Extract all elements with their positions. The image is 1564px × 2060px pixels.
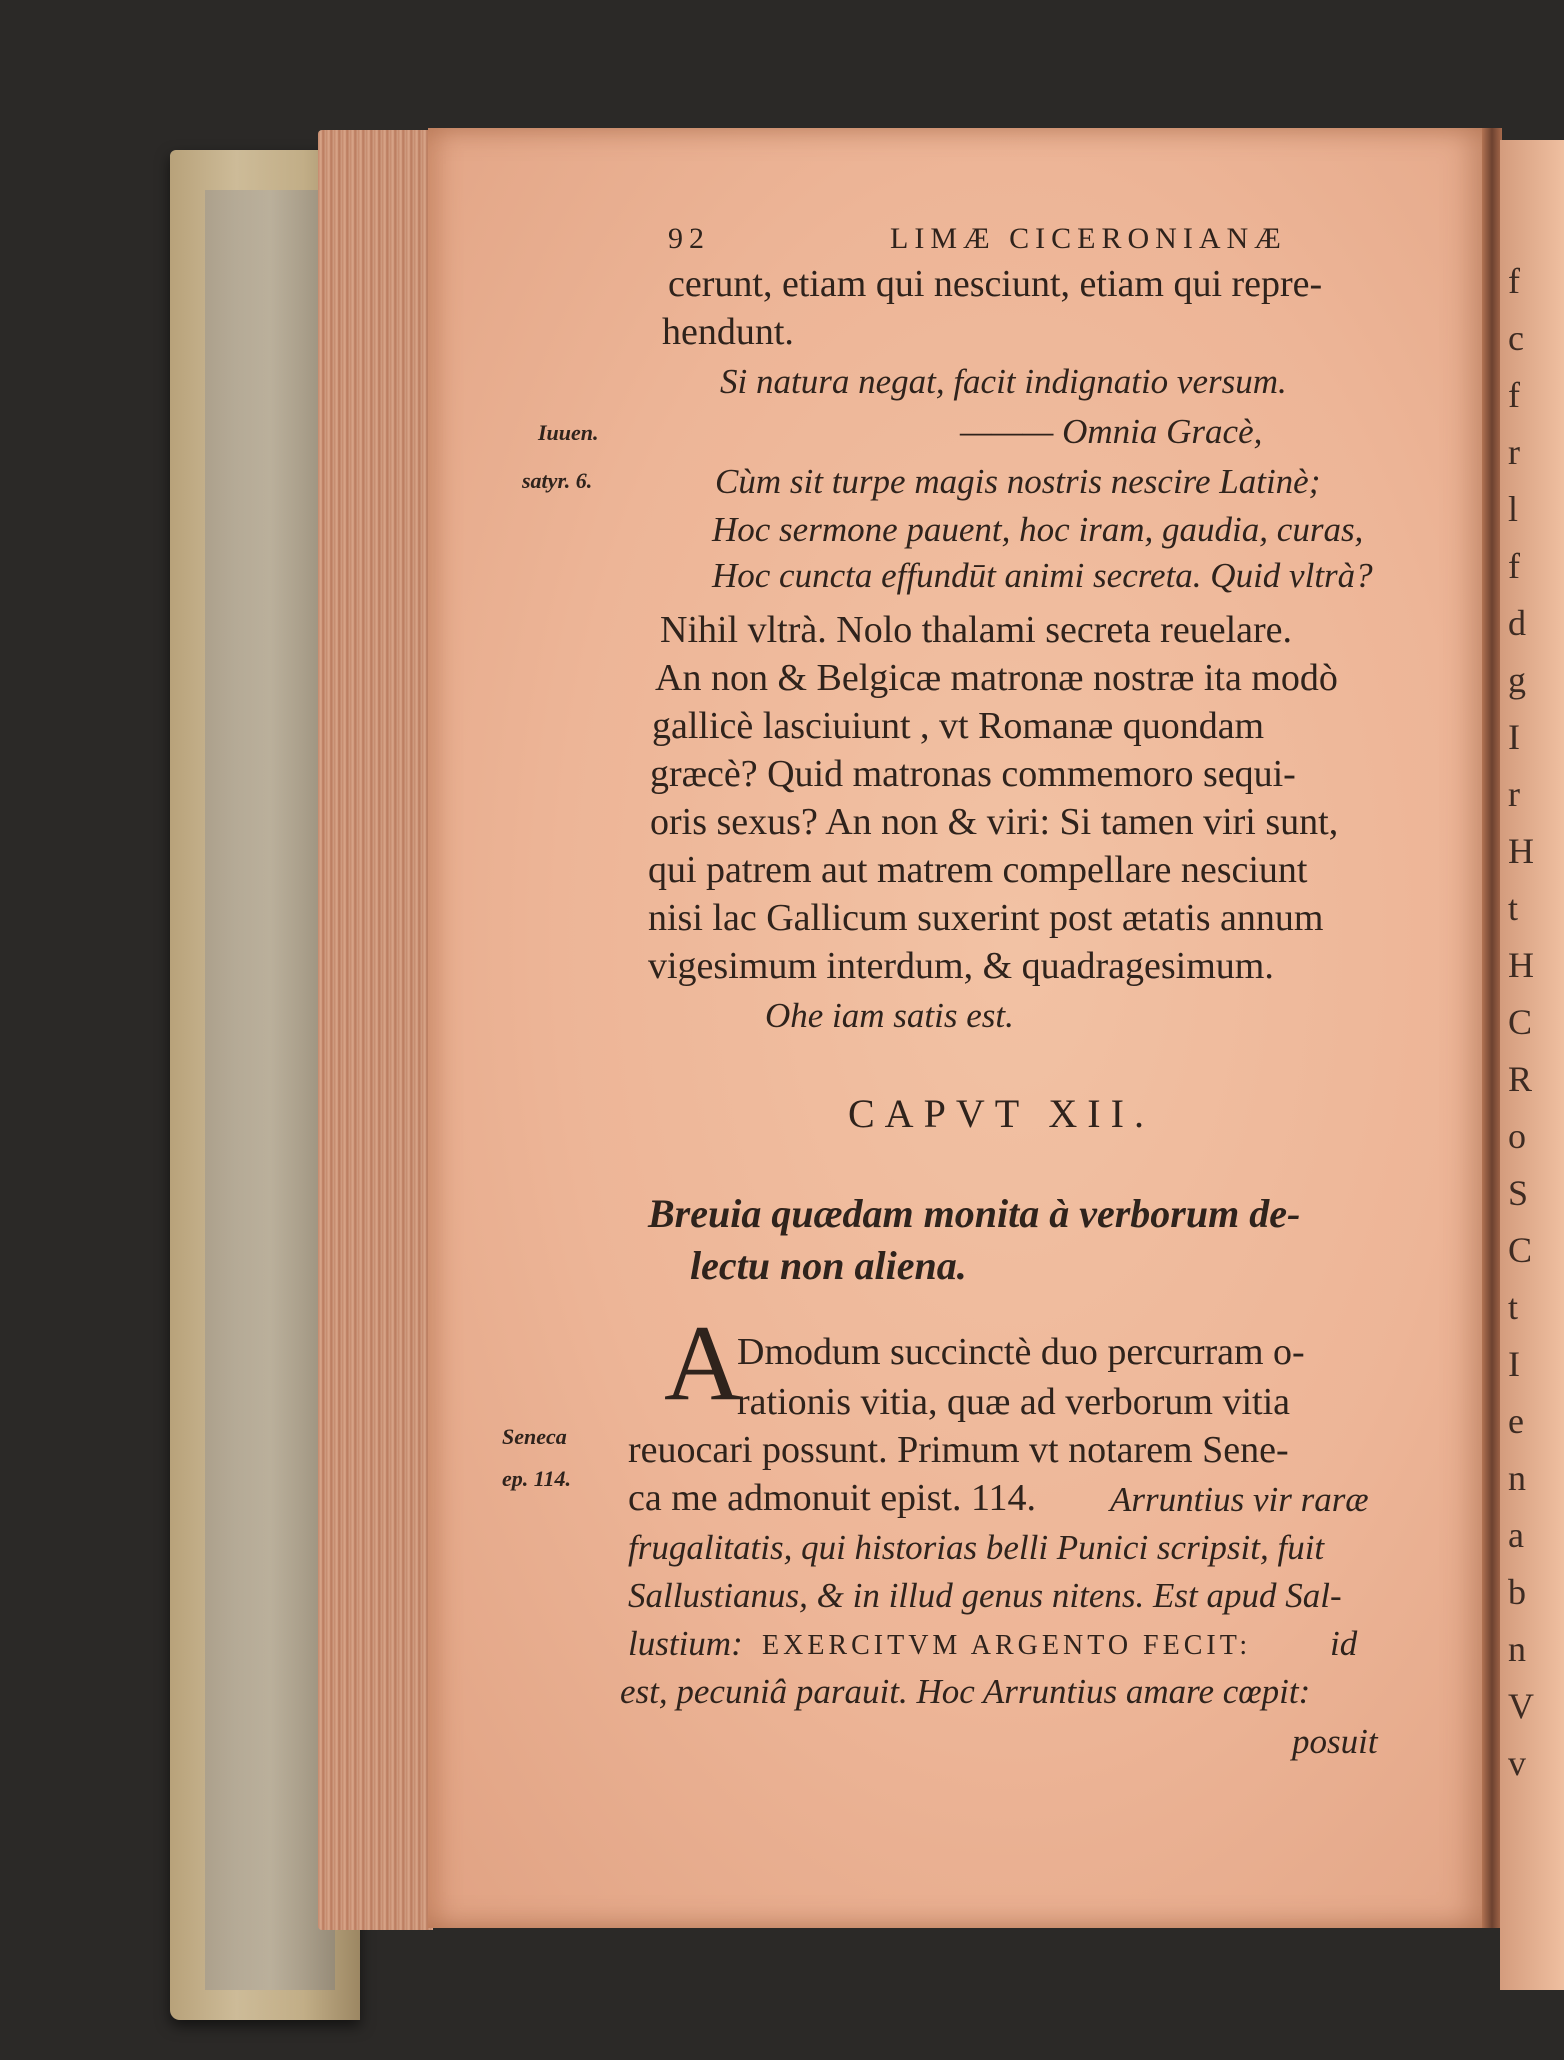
gutter	[1482, 128, 1502, 1928]
page-edges	[318, 130, 433, 1930]
facing-page-letter: S	[1508, 1173, 1529, 1213]
paragraph-line: græcè? Quid matronas commemoro sequi-	[650, 753, 1296, 795]
chapter-line: frugalitatis, qui historias belli Punici scripsit, fuit	[628, 1528, 1325, 1567]
chapter-line: reuocari possunt. Primum vt notarem Sene-	[628, 1429, 1289, 1471]
chapter-line: est, pecuniâ parauit. Hoc Arruntius amare cœpit:	[620, 1672, 1311, 1711]
verse-line: Hoc sermone pauent, hoc iram, gaudia, curas,	[712, 510, 1364, 549]
facing-page-letter: H	[1508, 831, 1534, 871]
paragraph-line: An non & Belgicæ matronæ nostræ ita modò	[655, 657, 1338, 699]
facing-page-letter: d	[1508, 603, 1526, 643]
facing-page-letter: t	[1508, 1287, 1519, 1327]
paragraph-line: Ohe iam satis est.	[765, 996, 1014, 1035]
facing-page-letter: r	[1508, 432, 1520, 472]
facing-page-letter: b	[1508, 1572, 1526, 1612]
facing-page-letter: o	[1508, 1116, 1526, 1156]
facing-page-letter: c	[1508, 318, 1524, 358]
text-line: hendunt.	[662, 311, 794, 353]
verse-line: ——— Omnia Gracè,	[960, 412, 1263, 451]
paragraph-line: gallicè lasciuiunt , vt Romanæ quondam	[652, 705, 1265, 747]
running-title: LIMÆ CICERONIANÆ	[890, 222, 1287, 255]
facing-page-letter: I	[1508, 717, 1520, 757]
paragraph-line: qui patrem aut matrem compellare nesciunt	[648, 849, 1308, 891]
margin-note: ep. 114.	[502, 1466, 572, 1491]
facing-page-letter: n	[1508, 1629, 1526, 1669]
catchword: posuit	[1292, 1722, 1378, 1761]
margin-note: Seneca	[502, 1424, 567, 1449]
chapter-line: Sallustianus, & in illud genus nitens. Est apud Sal-	[628, 1576, 1342, 1615]
facing-page-letter: R	[1508, 1059, 1533, 1099]
margin-note: Iuuen.	[538, 420, 599, 445]
chapter-line: ca me admonuit epist. 114.	[628, 1477, 1037, 1519]
chapter-line-caps: EXERCITVM ARGENTO FECIT:	[762, 1630, 1252, 1661]
facing-page-letter: n	[1508, 1458, 1526, 1498]
paragraph-line: vigesimum interdum, & quadragesimum.	[648, 945, 1274, 987]
page-number: 92	[668, 222, 710, 255]
drop-cap: A	[664, 1304, 742, 1423]
paragraph-line: nisi lac Gallicum suxerint post ætatis annum	[648, 897, 1324, 939]
facing-page-letter: V	[1508, 1686, 1534, 1726]
facing-page-letter: l	[1508, 489, 1519, 529]
facing-page-letter: H	[1508, 945, 1534, 985]
facing-page-letter: f	[1508, 261, 1520, 301]
verse-line: Cùm sit turpe magis nostris nescire Latinè;	[715, 462, 1321, 501]
chapter-title: CAPVT XII.	[848, 1091, 1154, 1136]
chapter-line: lustium:	[628, 1624, 743, 1663]
facing-page-letter: a	[1508, 1515, 1524, 1555]
facing-page	[1500, 140, 1564, 1990]
margin-note: satyr. 6.	[522, 468, 593, 493]
chapter-line: rationis vitia, quæ ad verborum vitia	[737, 1381, 1291, 1423]
text-line: cerunt, etiam qui nesciunt, etiam qui repre-	[668, 263, 1323, 305]
paragraph-line: Nihil vltrà. Nolo thalami secreta reuelare.	[660, 609, 1293, 651]
facing-page-letter: C	[1508, 1002, 1533, 1042]
chapter-line: Dmodum succinctè duo percurram o-	[737, 1331, 1305, 1373]
chapter-line: id	[1330, 1624, 1358, 1663]
paragraph-line: oris sexus? An non & viri: Si tamen viri sunt,	[650, 801, 1339, 843]
facing-page-letter: f	[1508, 375, 1520, 415]
chapter-subtitle: lectu non aliena.	[690, 1243, 967, 1288]
facing-page-letter: C	[1508, 1230, 1533, 1270]
verse-line: Si natura negat, facit indignatio versum.	[720, 362, 1287, 401]
facing-page-letter: v	[1508, 1743, 1526, 1783]
facing-page-letter: t	[1508, 888, 1519, 928]
facing-page-letter: f	[1508, 546, 1520, 586]
chapter-subtitle: Breuia quædam monita à verborum de-	[648, 1191, 1301, 1236]
chapter-line: Arruntius vir raræ	[1110, 1480, 1369, 1519]
facing-page-letter: e	[1508, 1401, 1524, 1441]
verse-line: Hoc cuncta effundūt animi secreta. Quid vltrà?	[712, 556, 1373, 595]
facing-page-letter: g	[1508, 660, 1526, 700]
facing-page-letter: r	[1508, 774, 1520, 814]
facing-page-letter: I	[1508, 1344, 1520, 1384]
cover-lining	[205, 190, 335, 1990]
